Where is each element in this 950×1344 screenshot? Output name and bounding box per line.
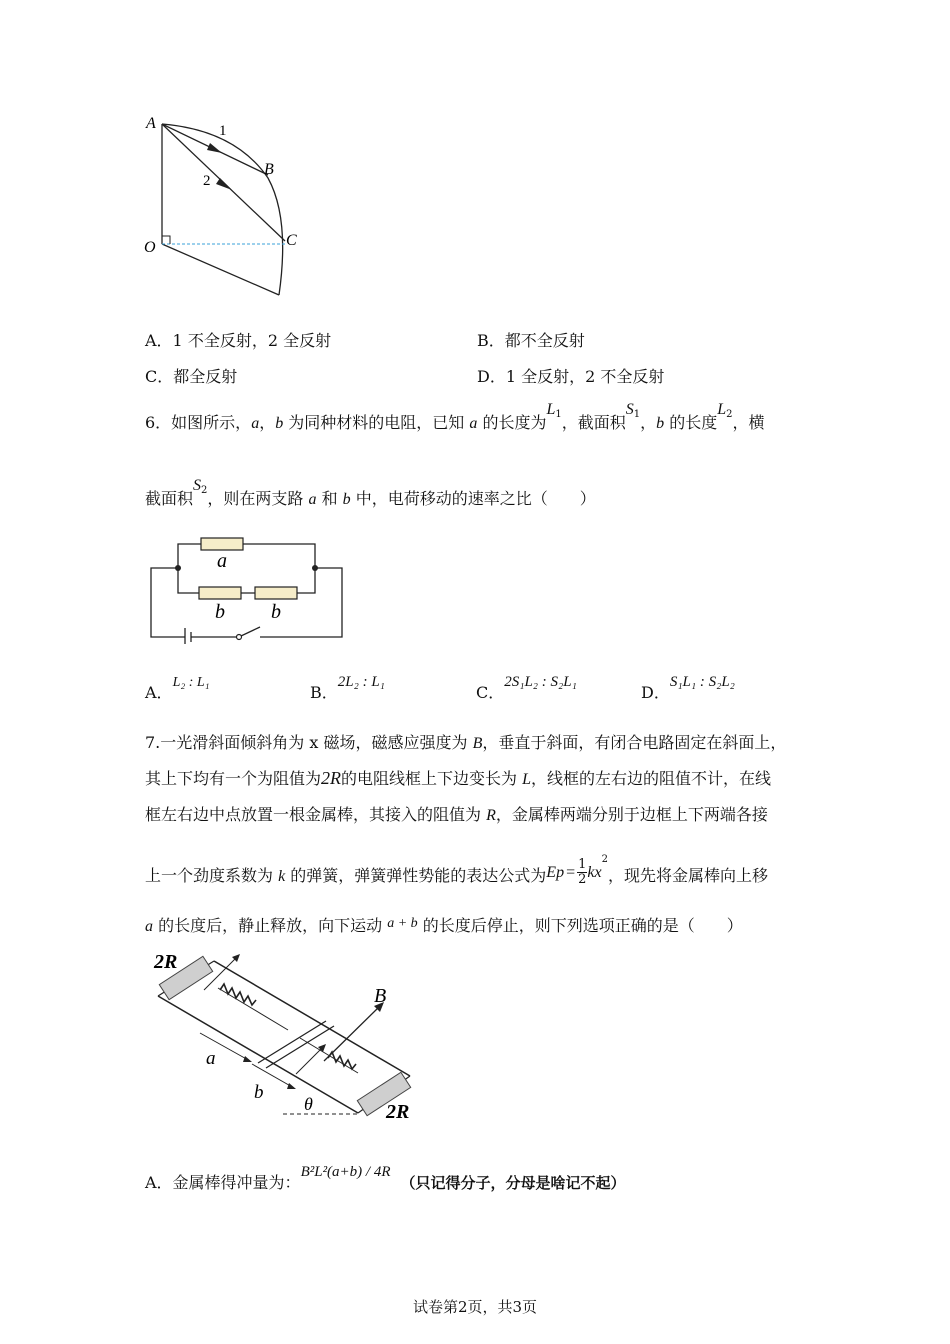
q7-stem-line4 — [145, 854, 768, 891]
q6-text: ，则在两支路 — [207, 489, 309, 508]
var-a: a — [308, 491, 317, 508]
var-a: a — [145, 918, 153, 935]
label-B: B — [264, 161, 274, 178]
q6-stem-line1 — [145, 401, 765, 434]
dim-b-head — [287, 1083, 296, 1089]
label-b: b — [254, 1082, 264, 1103]
var-L2-sub: 2 — [726, 409, 733, 420]
q7-option-a-label: A．金属棒得冲量为： — [145, 1173, 301, 1192]
q7-stem-line1 — [145, 730, 786, 753]
label-C: C — [286, 232, 297, 249]
page-footer: 试卷第2页，共3页 — [412, 1298, 538, 1316]
var-kx: kx — [587, 864, 602, 881]
q6-text: 的长度为 — [477, 413, 547, 432]
var-L1: L — [546, 401, 556, 418]
q6-text: 的长度 — [664, 413, 718, 432]
label-A: A — [146, 115, 156, 132]
q6-text: ，横 — [732, 413, 765, 432]
var-B: B — [472, 735, 483, 752]
var-a: a — [251, 415, 260, 432]
q6-option-d[interactable] — [641, 674, 735, 703]
q7-option-a-formula: B²L²(a+b) / 4R — [300, 1164, 391, 1180]
label-resistor-b2: b — [271, 601, 281, 623]
q6-option-c[interactable] — [476, 674, 577, 703]
equals-sign: = — [566, 864, 576, 881]
resistor-a — [201, 538, 243, 550]
ray-2-arrow — [216, 178, 232, 190]
var-S1: S — [625, 401, 634, 418]
q5-option-c[interactable]: C．都全反射 — [145, 367, 238, 386]
q7-text: ，线框的左右边的阻值不计，在线 — [531, 769, 772, 788]
q6-option-b-label: B． — [310, 683, 338, 702]
q7-text: 其上下均有一个为阻值为 — [145, 769, 322, 788]
label-a: a — [206, 1048, 216, 1069]
q6-text: ，截面积 — [561, 413, 626, 432]
junction-right — [312, 565, 318, 571]
label-ray-1: 1 — [219, 123, 227, 139]
fraction-denominator: 2 — [578, 872, 587, 887]
q5-option-a[interactable]: A．1 不全反射，2 全反射 — [145, 331, 332, 350]
junction-left — [175, 565, 181, 571]
q6-stem-line2 — [145, 477, 596, 510]
q7-option-a-note: （只记得分子，分母是啥记不起） — [400, 1174, 626, 1192]
wire-branch-top — [178, 544, 315, 568]
fraction-half — [577, 858, 587, 887]
rod-edge-1 — [258, 1021, 326, 1063]
resistor-b2 — [255, 587, 297, 599]
var-k: k — [278, 868, 286, 885]
q6-text: 和 — [316, 489, 343, 508]
switch-blade — [241, 627, 260, 636]
q7-text: 的长度后，静止释放，向下运动 — [153, 916, 388, 935]
exponent-2: 2 — [601, 854, 608, 865]
var-a-plus-b: a + b — [387, 916, 418, 931]
var-b: b — [342, 491, 351, 508]
ray-1-arrow — [207, 143, 222, 153]
var-L: L — [522, 771, 532, 788]
spring-lower — [328, 1052, 356, 1069]
q5-option-b[interactable]: B．都不全反射 — [477, 331, 585, 350]
q6-option-c-formula: 2S₁L₂ : S₂L₁ — [504, 674, 577, 690]
arrow-mid — [296, 1047, 323, 1074]
label-resistor-b1: b — [215, 601, 225, 623]
q6-option-a[interactable] — [145, 675, 210, 703]
q7-text: 的长度后停止，则下列选项正确的是（ ） — [417, 916, 743, 935]
figure-reflection-diagram — [140, 108, 310, 303]
q6-text: 中，电荷移动的速率之比（ ） — [350, 489, 596, 508]
q6-option-c-label: C． — [476, 683, 505, 702]
q6-text: ， — [259, 413, 276, 432]
q7-text: 上一个劲度系数为 — [145, 866, 279, 885]
var-L2: L — [717, 401, 727, 418]
q7-stem-line2 — [145, 766, 771, 789]
q7-option-a[interactable] — [145, 1164, 626, 1193]
dim-a-head — [243, 1056, 252, 1062]
q7-text: ，金属棒两端分别于边框上下两端各接 — [495, 805, 768, 824]
q6-text: 6．如图所示， — [145, 413, 252, 432]
fraction-numerator: 1 — [578, 857, 587, 872]
var-R: R — [486, 807, 496, 824]
figure-circuit — [145, 532, 355, 644]
q7-text: 的弹簧，弹簧弹性势能的表达公式为 — [285, 866, 547, 885]
var-b: b — [656, 415, 665, 432]
label-2R-top: 2R — [154, 951, 178, 973]
q7-text: 框左右边中点放置一根金属棒，其接入的阻值为 — [145, 805, 487, 824]
arc — [162, 124, 283, 295]
q7-text: 的电阻线框上下边变长为 — [341, 769, 523, 788]
q6-option-a-label: A． — [145, 683, 173, 702]
label-O: O — [144, 239, 156, 256]
q6-option-b[interactable] — [310, 674, 385, 703]
label-resistor-a: a — [217, 550, 227, 572]
spring-upper — [220, 984, 256, 1005]
var-b: b — [275, 415, 284, 432]
switch-pivot — [237, 635, 242, 640]
var-a: a — [469, 415, 478, 432]
q5-option-d[interactable]: D．1 全反射，2 不全反射 — [477, 367, 665, 386]
label-B: B — [374, 985, 387, 1007]
var-S1-sub: 1 — [633, 409, 641, 420]
q7-stem-line3 — [145, 802, 768, 825]
q7-text: ，现先将金属棒向上移 — [607, 866, 768, 885]
label-ray-2: 2 — [203, 173, 211, 189]
side-bottom — [162, 244, 279, 295]
rail-upper — [214, 961, 410, 1076]
q7-text: ，垂直于斜面，有闭合电路固定在斜面上， — [482, 733, 787, 752]
q7-text: 7.一光滑斜面倾斜角为 x 磁场，磁感应强度为 — [145, 733, 473, 752]
var-Ep: Ep — [546, 864, 565, 881]
q6-option-d-formula: S₁L₁ : S₂L₂ — [669, 674, 735, 690]
var-2R: 2R — [321, 768, 342, 788]
q6-option-b-formula: 2L₂ : L₁ — [337, 674, 385, 690]
label-theta: θ — [304, 1094, 313, 1114]
q6-text: ， — [640, 413, 657, 432]
figure-incline-rod — [148, 948, 423, 1123]
q6-text: 为同种材料的电阻，已知 — [283, 413, 470, 432]
var-S2: S — [193, 477, 202, 494]
right-angle-mark — [162, 236, 170, 244]
var-L1-sub: 1 — [555, 409, 562, 420]
wire-outer — [151, 568, 185, 637]
resistor-b1 — [199, 587, 241, 599]
q6-text: 截面积 — [145, 489, 194, 508]
q6-option-d-label: D． — [641, 683, 670, 702]
q7-stem-line5 — [145, 913, 743, 936]
q6-option-a-formula: L₂ : L₁ — [172, 675, 210, 690]
label-2R-bottom: 2R — [386, 1101, 410, 1123]
var-S2-sub: 2 — [201, 485, 208, 496]
